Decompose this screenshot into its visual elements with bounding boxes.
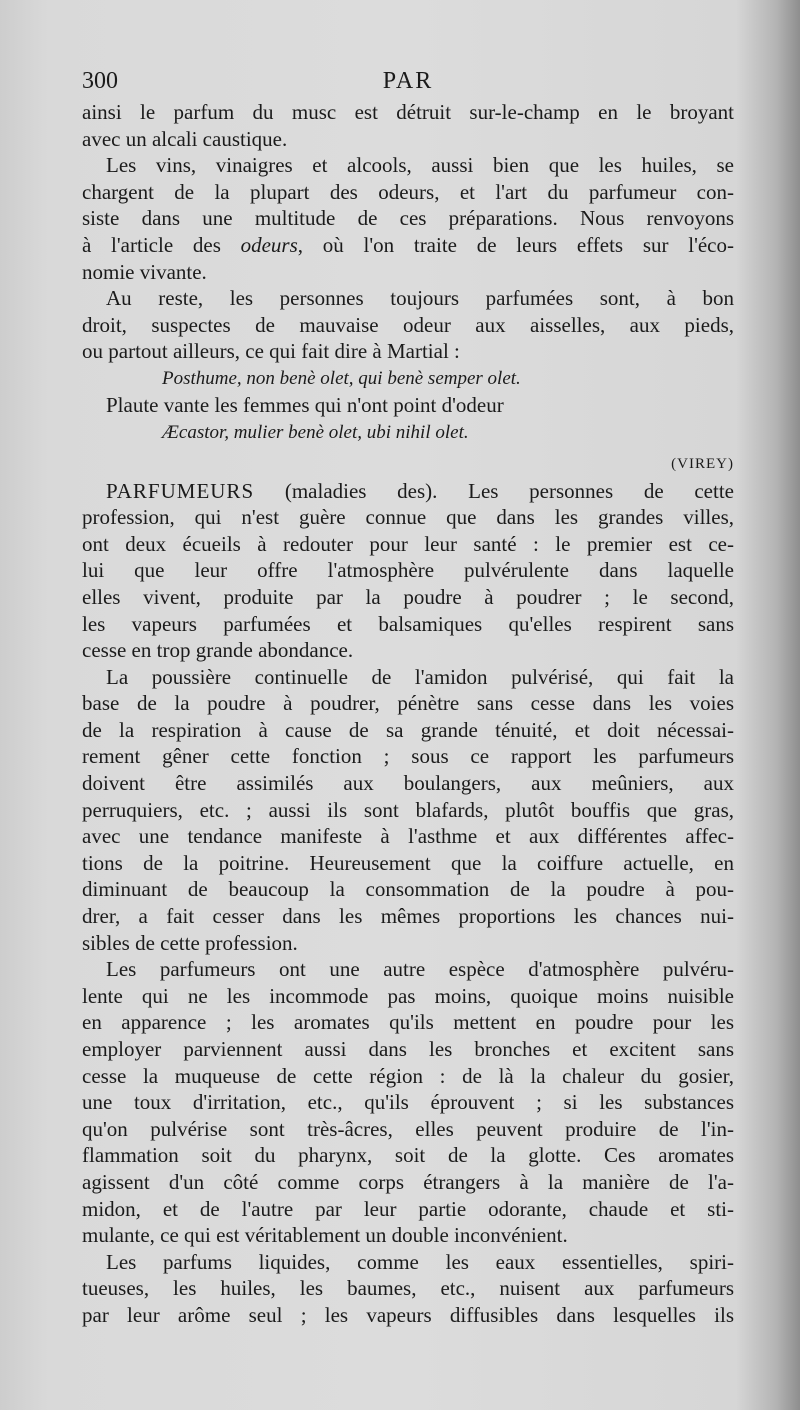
text-line: diminuant de beaucoup la consommation de la poudre à pou-: [82, 877, 734, 902]
paragraph-first-line: Les vins, vinaigres et alcools, aussi bien que les huiles, se: [106, 153, 734, 178]
text-line: qu'on pulvérise sont très-âcres, elles peuvent produire de l'in-: [82, 1116, 734, 1141]
text-line: chargent de la plupart des odeurs, et l'art du parfumeur con-: [82, 179, 734, 204]
text-line: employer parviennent aussi dans les bronches et excitent sans: [82, 1037, 734, 1061]
text-line: rement gêner cette fonction ; sous ce rapport les parfumeurs: [82, 744, 734, 769]
text-line: ainsi le parfum du musc est détruit sur-le-champ en le broyant: [82, 100, 734, 124]
text-fragment: , où l'on traite de leurs effets sur l'éco-: [297, 232, 734, 257]
text-line: tions de la poitrine. Heureusement que la coiffure actuelle, en: [82, 850, 734, 875]
text-line: profession, qui n'est guère connue que dans les grandes villes,: [82, 505, 734, 530]
text-line: perruquiers, etc. ; aussi ils sont blafards, plutôt bouffis que gras,: [82, 797, 734, 822]
paragraph-first-line: La poussière continuelle de l'amidon pulvérisé, qui fait la: [106, 664, 734, 689]
text-line: les vapeurs parfumées et balsamiques qu'elles respirent sans: [82, 611, 734, 636]
text-line: en apparence ; les aromates qu'ils mettent en poudre pour les: [82, 1010, 734, 1035]
text-line: lente qui ne les incommode pas moins, quoique moins nuisible: [82, 983, 734, 1008]
text-line: flammation soit du pharynx, soit de la glotte. Ces aromates: [82, 1143, 734, 1168]
text-line: avec un alcali caustique.: [82, 126, 288, 151]
text-line: ont deux écueils à redouter pour leur santé : le premier est ce-: [82, 531, 734, 556]
entry-head-line: [82, 478, 734, 505]
entry-headword: PARFUMEURS: [106, 478, 255, 503]
text-line: de la respiration à cause de sa grande ténuité, et doit nécessai-: [82, 717, 734, 742]
body-text: [82, 99, 734, 1329]
page-header: [82, 64, 734, 98]
text-line: doivent être assimilés aux boulangers, aux meûniers, aux: [82, 771, 734, 796]
text-line: tueuses, les huiles, les baumes, etc., nuisent aux parfumeurs: [82, 1276, 734, 1301]
running-head: PAR: [382, 68, 434, 94]
paragraph-first-line: Les parfums liquides, comme les eaux essentielles, spiri-: [106, 1249, 734, 1274]
text-line: avec une tendance manifeste à l'asthme et aux différentes affec-: [82, 824, 734, 849]
text-line: droit, suspectes de mauvaise odeur aux aisselles, aux pieds,: [82, 312, 734, 337]
paragraph-first-line: Au reste, les personnes toujours parfumées sont, à bon: [106, 286, 734, 311]
text-line: lui que leur offre l'atmosphère pulvérulente dans laquelle: [82, 558, 734, 583]
text-fragment: (maladies des). Les personnes de cette: [254, 478, 734, 503]
text-line: elles vivent, produite par la poudre à poudrer ; le second,: [82, 584, 734, 609]
latin-quote-martial: Posthume, non benè olet, qui benè semper olet.: [162, 367, 521, 389]
text-line: cesse en trop grande abondance.: [82, 638, 354, 663]
text-line: ou partout ailleurs, ce qui fait dire à Martial :: [82, 339, 460, 364]
text-line: midon, et de l'autre par leur partie odorante, chaude et sti-: [82, 1196, 734, 1221]
latin-quote-plaute: Æcastor, mulier benè olet, ubi nihil olet.: [162, 421, 469, 443]
text-line: par leur arôme seul ; les vapeurs diffusibles dans lesquelles ils: [82, 1302, 734, 1327]
text-line: sibles de cette profession.: [82, 930, 298, 955]
text-line: base de la poudre à poudrer, pénètre sans cesse dans les voies: [82, 691, 734, 716]
text-line: [82, 232, 734, 259]
text-line: mulante, ce qui est véritablement un double inconvénient.: [82, 1223, 568, 1248]
text-line: drer, a fait cesser dans les mêmes proportions les chances nui-: [82, 904, 734, 929]
paragraph-first-line: Les parfumeurs ont une autre espèce d'atmosphère pulvéru-: [106, 957, 734, 982]
text-line: une toux d'irritation, etc., qu'ils éprouvent ; si les substances: [82, 1090, 734, 1115]
text-line: siste dans une multitude de ces préparations. Nous renvoyons: [82, 206, 734, 231]
author-signature: (VIREY): [671, 455, 734, 472]
emphasis-odeurs: odeurs: [240, 232, 298, 257]
text-line: cesse la muqueuse de cette région : de là la chaleur du gosier,: [82, 1063, 734, 1088]
text-line: nomie vivante.: [82, 259, 207, 284]
page-number: 300: [82, 68, 118, 94]
text-line: Plaute vante les femmes qui n'ont point d'odeur: [106, 392, 504, 417]
text-fragment: à l'article des: [82, 232, 241, 257]
text-line: agissent d'un côté comme corps étrangers à la manière de l'a-: [82, 1169, 734, 1194]
